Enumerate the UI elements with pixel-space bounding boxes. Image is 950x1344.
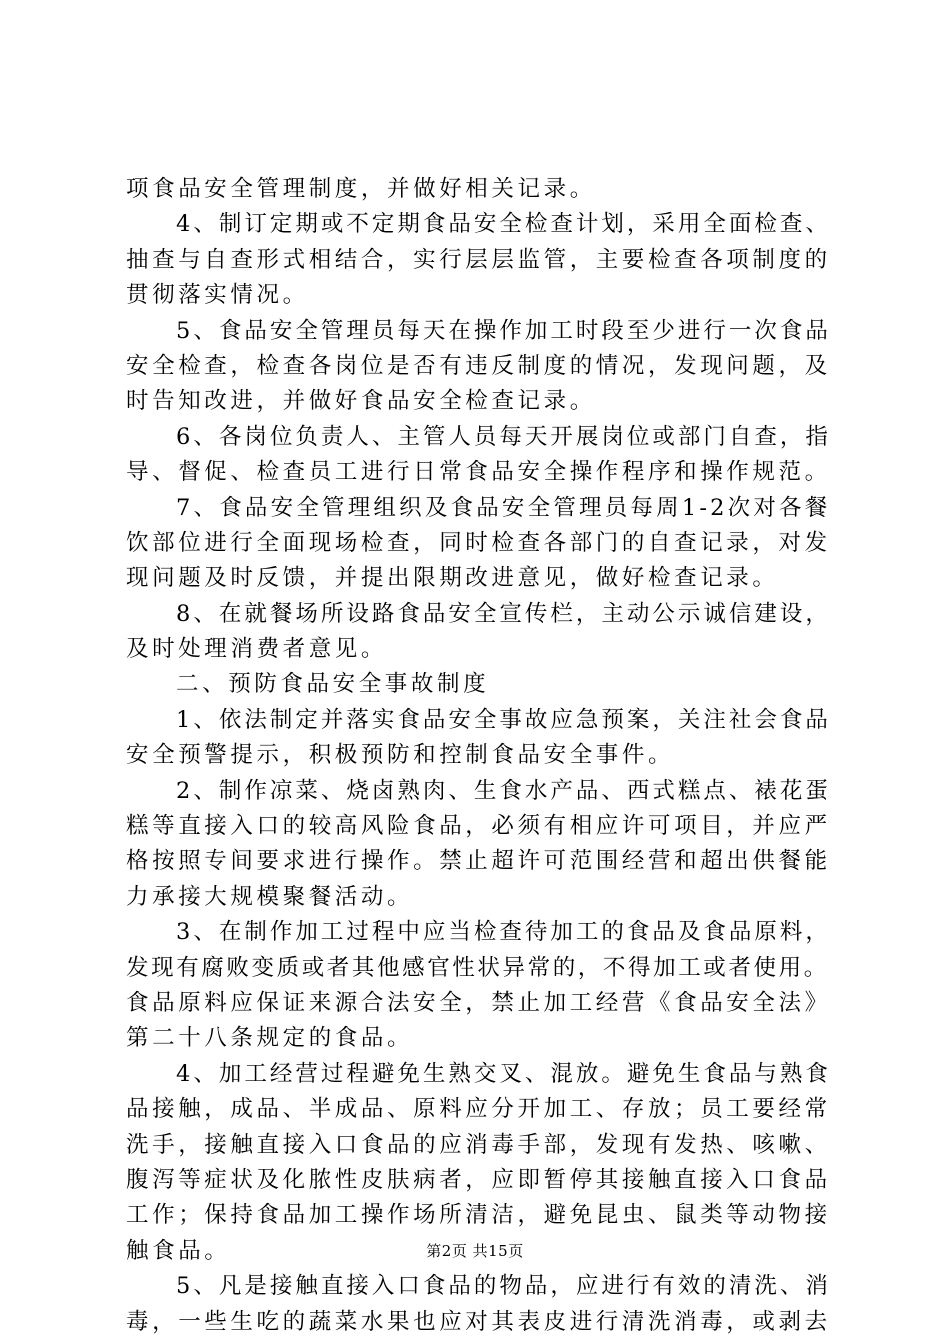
text-line: 安全预警提示，积极预防和控制食品安全事件。 — [126, 742, 675, 769]
text-line: 5、凡是接触直接入口食品的物品，应进行有效的清洗、消 — [176, 1273, 831, 1300]
text-line: 时告知改进，并做好食品安全检查记录。 — [126, 388, 596, 415]
text-line: 力承接大规模聚餐活动。 — [126, 883, 414, 910]
text-line: 糕等直接入口的较高风险食品，必须有相应许可项目，并应严 — [126, 813, 831, 840]
text-line: 格按照专间要求进行操作。禁止超许可范围经营和超出供餐能 — [126, 848, 831, 875]
text-line: 现问题及时反馈，并提出限期改进意见，做好检查记录。 — [126, 565, 779, 592]
text-line: 品接触，成品、半成品、原料应分开加工、存放；员工要经常 — [126, 1096, 831, 1123]
text-line: 2、制作凉菜、烧卤熟肉、生食水产品、西式糕点、裱花蛋 — [176, 777, 831, 804]
page-footer: 第2页 共15页 — [426, 1242, 524, 1260]
text-line: 触食品。 — [126, 1237, 231, 1264]
text-line: 7、食品安全管理组织及食品安全管理员每周1-2次对各餐 — [176, 494, 831, 521]
text-line: 饮部位进行全面现场检查，同时检查各部门的自查记录，对发 — [126, 529, 831, 556]
text-line: 安全检查，检查各岗位是否有违反制度的情况，发现问题，及 — [126, 352, 831, 379]
text-line: 洗手，接触直接入口食品的应消毒手部，发现有发热、咳嗽、 — [126, 1131, 831, 1158]
text-line: 毒，一些生吃的蔬菜水果也应对其表皮进行清洗消毒，或剥去 — [126, 1308, 831, 1335]
text-line: 4、加工经营过程避免生熟交叉、混放。避免生食品与熟食 — [176, 1060, 831, 1087]
text-line: 6、各岗位负责人、主管人员每天开展岗位或部门自查，指 — [176, 423, 831, 450]
text-line: 腹泻等症状及化脓性皮肤病者，应即暂停其接触直接入口食品 — [126, 1166, 831, 1193]
text-line: 5、食品安全管理员每天在操作加工时段至少进行一次食品 — [176, 317, 831, 344]
text-line: 1、依法制定并落实食品安全事故应急预案，关注社会食品 — [176, 706, 831, 733]
text-line: 3、在制作加工过程中应当检查待加工的食品及食品原料， — [176, 919, 831, 946]
text-line: 项食品安全管理制度，并做好相关记录。 — [126, 176, 596, 202]
text-line: 导、督促、检查员工进行日常食品安全操作程序和操作规范。 — [126, 459, 831, 486]
text-line: 贯彻落实情况。 — [126, 282, 309, 309]
text-line: 工作；保持食品加工操作场所清洁，避免昆虫、鼠类等动物接 — [126, 1202, 831, 1229]
text-line: 8、在就餐场所设路食品安全宣传栏，主动公示诚信建设， — [176, 600, 831, 627]
text-line: 抽查与自查形式相结合，实行层层监管，主要检查各项制度的 — [126, 246, 831, 273]
text-line: 二、预防食品安全事故制度 — [176, 671, 490, 698]
text-line: 食品原料应保证来源合法安全，禁止加工经营《食品安全法》 — [126, 989, 831, 1016]
text-line: 及时处理消费者意见。 — [126, 636, 388, 663]
text-line: 第二十八条规定的食品。 — [126, 1025, 414, 1052]
text-line: 4、制订定期或不定期食品安全检查计划，采用全面检查、 — [176, 211, 831, 238]
document-body — [126, 172, 832, 1340]
text-line: 发现有腐败变质或者其他感官性状异常的，不得加工或者使用。 — [126, 954, 829, 981]
